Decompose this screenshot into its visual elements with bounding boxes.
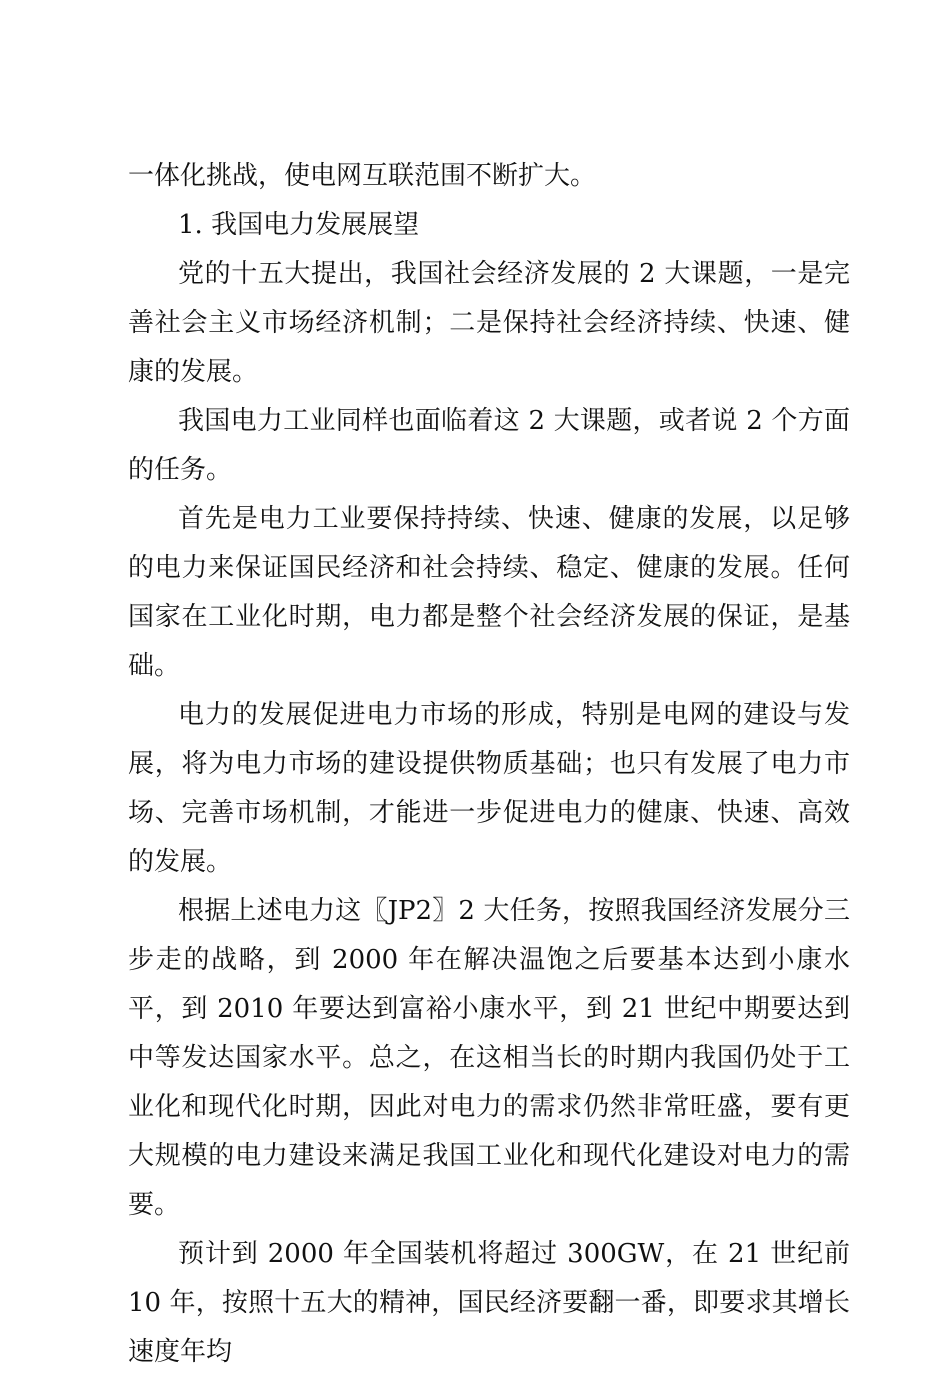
paragraph: 我国电力工业同样也面临着这 2 大课题，或者说 2 个方面的任务。 — [128, 406, 850, 485]
section-heading: 1. 我国电力发展展望 — [178, 210, 420, 240]
paragraph: 党的十五大提出，我国社会经济发展的 2 大课题，一是完善社会主义市场经济机制；二是保持社会经济持续、快速、健康的发展。 — [128, 259, 850, 387]
document-page — [128, 152, 850, 1377]
paragraph: 预计到 2000 年全国装机将超过 300GW，在 21 世纪前 10 年，按照十五大的精神，国民经济要翻一番，即要求其增长速度年均 — [128, 1239, 850, 1367]
paragraph: 首先是电力工业要保持持续、快速、健康的发展，以足够的电力来保证国民经济和社会持续、稳定、健康的发展。任何国家在工业化时期，电力都是整个社会经济发展的保证，是基础。 — [128, 504, 850, 681]
paragraph: 根据上述电力这〖JP2〗2 大任务，按照我国经济发展分三步走的战略，到 2000 年在解决温饱之后要基本达到小康水平，到 2010 年要达到富裕小康水平，到 21 世纪中期要达到中等发达国家水平。总之，在这相当长的时期内我国仍处于工业化和现代化时期，因此对电力的需求仍然非常旺盛，要有更大规模的电力建设来满足我国工业化和现代化建设对电力的需要。 — [128, 896, 850, 1220]
paragraph: 电力的发展促进电力市场的形成，特别是电网的建设与发展，将为电力市场的建设提供物质基础；也只有发展了电力市场、完善市场机制，才能进一步促进电力的健康、快速、高效的发展。 — [128, 700, 850, 877]
paragraph-continuation: 一体化挑战，使电网互联范围不断扩大。 — [128, 161, 597, 191]
